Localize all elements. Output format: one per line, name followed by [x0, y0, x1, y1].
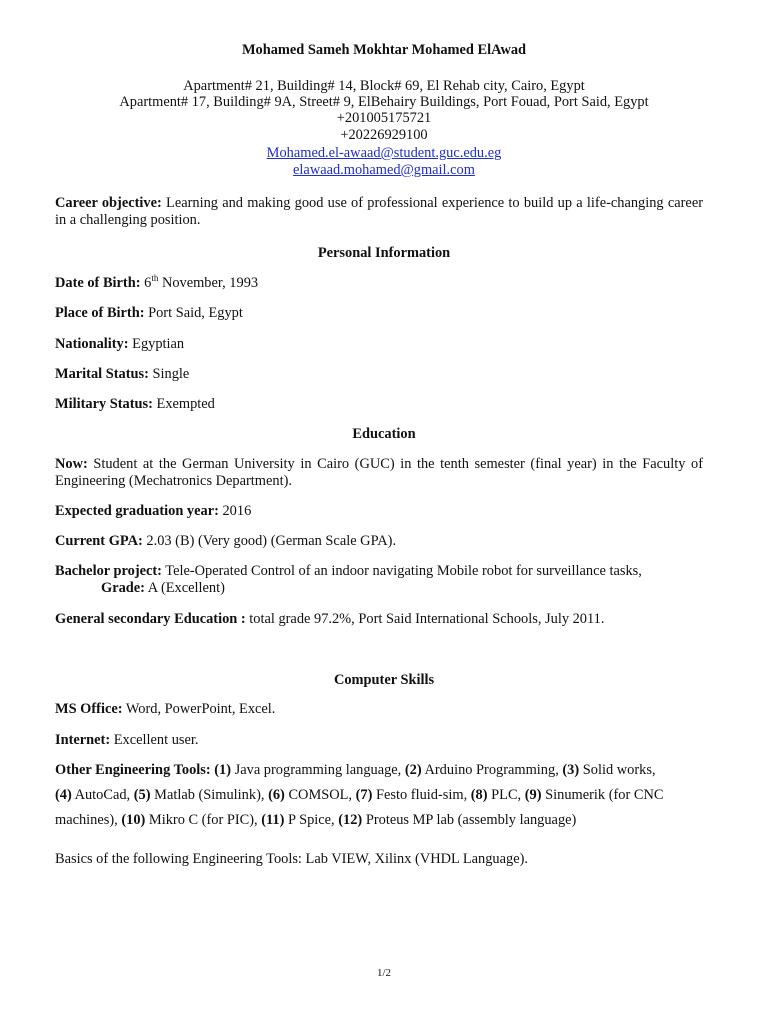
grad-label: Expected graduation year:: [55, 503, 219, 519]
tool-number: (12): [334, 812, 363, 828]
ms-office: [55, 701, 275, 718]
email-link-2[interactable]: elawaad.mohamed@gmail.com: [293, 162, 475, 178]
phone-1: +201005175721: [336, 110, 432, 126]
nationality-value: Egyptian: [128, 336, 185, 352]
internet-value: Excellent user.: [110, 732, 199, 748]
bachelor-project: [55, 563, 642, 580]
tool-name: Java programming language,: [231, 762, 402, 778]
dob-label: Date of Birth:: [55, 275, 141, 291]
tool-name: Solid works,: [579, 762, 656, 778]
pob-label: Place of Birth:: [55, 305, 145, 321]
tools-label: Other Engineering Tools:: [55, 762, 211, 778]
bachelor-label: Bachelor project:: [55, 563, 162, 579]
address-line-1: Apartment# 21, Building# 14, Block# 69, El Rehab city, Cairo, Egypt: [183, 78, 585, 94]
expected-graduation: [55, 503, 251, 520]
tools-line-2: [55, 787, 663, 804]
tool-number: (2): [401, 762, 422, 778]
ms-value: Word, PowerPoint, Excel.: [122, 701, 276, 717]
tool-number: (6): [264, 787, 285, 803]
nationality: [55, 336, 184, 353]
tool-name: Proteus MP lab (assembly language): [362, 812, 577, 828]
now-text: Student at the German University in Cairo (GUC) in the tenth semester (final year) in the Faculty of Engineering (Mechatronics Department).: [55, 456, 703, 489]
secondary-value: total grade 97.2%, Port Said International Schools, July 2011.: [245, 611, 605, 627]
military-status: [55, 396, 215, 413]
tool-name: COMSOL,: [284, 787, 353, 803]
tool-number: (9): [521, 787, 542, 803]
tool-name: Matlab (Simulink),: [150, 787, 265, 803]
address-line-2: Apartment# 17, Building# 9A, Street# 9, ElBehairy Buildings, Port Fouad, Port Said, Egypt: [119, 94, 649, 110]
internet-label: Internet:: [55, 732, 111, 748]
tool-number: (4): [55, 787, 72, 803]
marital-label: Marital Status:: [55, 366, 149, 382]
pob-value: Port Said, Egypt: [144, 305, 243, 321]
ms-label: MS Office:: [55, 701, 123, 717]
military-label: Military Status:: [55, 396, 153, 412]
bachelor-grade: [101, 580, 225, 597]
nationality-label: Nationality:: [55, 336, 129, 352]
section-heading-skills: Computer Skills: [333, 672, 435, 688]
place-of-birth: [55, 305, 243, 322]
tool-number: (1): [210, 762, 232, 778]
section-heading-personal: Personal Information: [317, 245, 451, 261]
career-objective-label: Career objective:: [55, 195, 162, 211]
tool-name: PLC,: [487, 787, 522, 803]
grade-label: Grade:: [101, 580, 145, 596]
page-number: 1/2: [376, 967, 392, 979]
tool-number: (3): [558, 762, 580, 778]
tool-name: machines),: [55, 812, 118, 828]
secondary-label: General secondary Education :: [55, 611, 246, 627]
tool-number: (5): [130, 787, 151, 803]
current-gpa: [55, 533, 396, 550]
basics-tools: Basics of the following Engineering Tools: Lab VIEW, Xilinx (VHDL Language).: [55, 851, 528, 867]
dob-rest: November, 1993: [158, 275, 259, 291]
tools-line-3: [55, 812, 576, 829]
general-secondary-education: [55, 611, 604, 628]
tool-name: Arduino Programming,: [421, 762, 559, 778]
bachelor-value: Tele-Operated Control of an indoor navigating Mobile robot for surveillance tasks,: [161, 563, 642, 579]
phone-2: +20226929100: [340, 127, 428, 143]
tool-name: P Spice,: [284, 812, 335, 828]
career-objective-text: Learning and making good use of professional experience to build up a life-changing career in a challenging position.: [55, 195, 703, 228]
tool-number: (8): [467, 787, 488, 803]
gpa-value: 2.03 (B) (Very good) (German Scale GPA).: [142, 533, 397, 549]
tool-name: Festo fluid-sim,: [372, 787, 468, 803]
grad-value: 2016: [218, 503, 252, 519]
dob-day: 6: [140, 275, 152, 291]
internet: [55, 732, 198, 749]
marital-status: [55, 366, 189, 383]
tool-name: Sinumerik (for CNC: [541, 787, 664, 803]
section-heading-education: Education: [352, 426, 416, 442]
cv-name: Mohamed Sameh Mokhtar Mohamed ElAwad: [241, 42, 527, 58]
tool-number: (10): [117, 812, 146, 828]
now-label: Now:: [55, 456, 88, 472]
grade-value: A (Excellent): [144, 580, 225, 596]
education-now: [55, 456, 703, 490]
tool-name: Mikro C (for PIC),: [145, 812, 258, 828]
marital-value: Single: [148, 366, 190, 382]
dob-suffix: th: [151, 273, 159, 284]
tool-number: (7): [352, 787, 373, 803]
career-objective: [55, 195, 703, 229]
tools-line-1: [55, 762, 656, 779]
gpa-label: Current GPA:: [55, 533, 143, 549]
date-of-birth: [55, 275, 258, 292]
tool-number: (11): [257, 812, 285, 828]
tool-name: AutoCad,: [71, 787, 131, 803]
email-link-1[interactable]: Mohamed.el-awaad@student.guc.edu.eg: [266, 145, 502, 161]
military-value: Exempted: [152, 396, 215, 412]
